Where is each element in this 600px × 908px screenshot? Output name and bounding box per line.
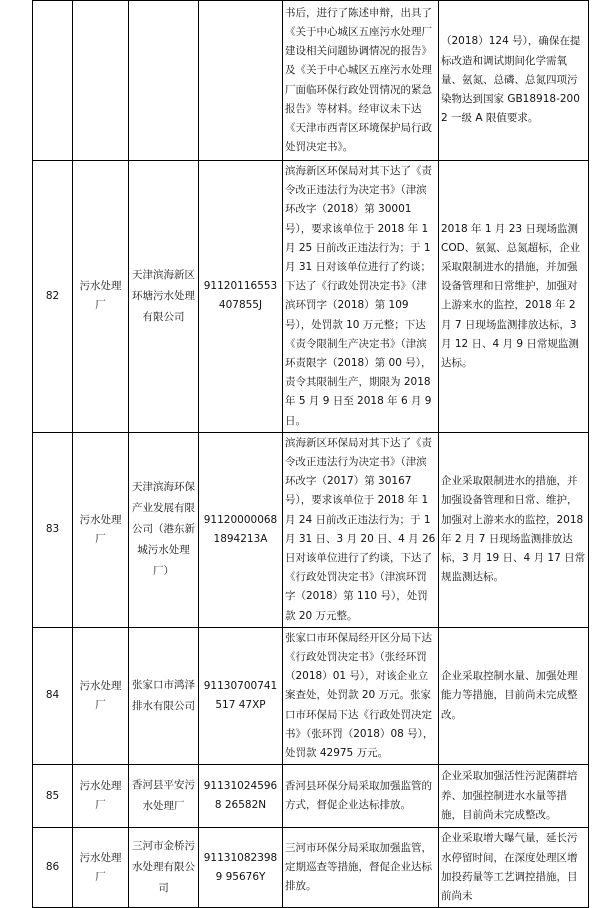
row-credit-code: 91120116553407855J bbox=[199, 161, 283, 433]
row-type: 污水处理厂 bbox=[73, 765, 129, 828]
row-action: 三河市环保分局采取加强监管，定期巡查等措施，督促企业达标排放。 bbox=[283, 828, 439, 908]
table-row bbox=[33, 627, 589, 764]
row-result: 企业采取加强活性污泥菌群培养、加强控制进水水量等措施，目前尚未完成整改。 bbox=[439, 765, 589, 828]
data-table bbox=[32, 0, 589, 908]
row-type: 污水处理厂 bbox=[73, 828, 129, 908]
row-number: 84 bbox=[33, 627, 73, 764]
table-row bbox=[33, 161, 589, 433]
row-number: 85 bbox=[33, 765, 73, 828]
row-credit-code: 91130700741517 47XP bbox=[199, 627, 283, 764]
table-row bbox=[33, 765, 589, 828]
row-number bbox=[33, 1, 73, 161]
row-action: 滨海新区环保局对其下达了《责令改正违法行为决定书》（津滨环改字（2018）第 30001 号），要求该单位于 2018 年 1 月 25 日前改正违法行为；于 1 月 31 日对该单位进行了约谈；下达了《行政处罚决定书》（津滨环罚字（2018）第 109 号），处罚款 10 万元整；下达《责令限制生产决定书》（津滨环责限字（2018）第 00 号），责令其限制生产，期限为 2018 年 5 月 9 日至 2018 年 6 月 9 日。 bbox=[283, 161, 439, 433]
row-action: 书后，进行了陈述申辩，出具了《关于中心城区五座污水处理厂建设相关问题协调情况的报告》及《关于中心城区五座污水处理厂面临环保行政处罚情况的紧急报告》等材料。经审议未下达《天津市西青区环境保护局行政处罚决定书》。 bbox=[283, 1, 439, 161]
row-number: 86 bbox=[33, 828, 73, 908]
row-credit-code bbox=[199, 1, 283, 161]
row-number: 82 bbox=[33, 161, 73, 433]
row-result: 企业采取限制进水的措施，并加强设备管理和日常、维护，加强对上游来水的监控，2018 年 2 月 7 日现场监测排放达标，3 月 19 日、4 月 17 日常规监测达标。 bbox=[439, 432, 589, 627]
row-action: 滨海新区环保局对其下达了《责令改正违法行为决定书》（津滨环改字（2017）第 30167 号），要求该单位于 2018 年 1 月 24 日前改正违法行为；于 1 月 31 日、3 月 20 日、4 月 26 日对该单位进行了约谈，下达了《行政处罚决定书》（津滨环罚字（2018）第 110 号），处罚款 20 万元整。 bbox=[283, 432, 439, 627]
row-action: 香河县环保分局采取加强监管的方式，督促企业达标排放。 bbox=[283, 765, 439, 828]
row-credit-code: 911310823989 95676Y bbox=[199, 828, 283, 908]
table-row bbox=[33, 432, 589, 627]
row-result: 2018 年 1 月 23 日现场监测 COD、氨氮、总氮超标，企业采取限制进水的措施，并加强设备管理和日常维护，加强对上游来水的监控，2018 年 2 月 7 日现场监测排放达标，3 月 12 日、4 月 9 日常规监测达标。 bbox=[439, 161, 589, 433]
row-result: 企业采取控制水量、加强处理能力等措施，目前尚未完成整改。 bbox=[439, 627, 589, 764]
table-row bbox=[33, 1, 589, 161]
row-company: 三河市金桥污水处理有限公司 bbox=[129, 828, 199, 908]
row-credit-code: 911310245968 26582N bbox=[199, 765, 283, 828]
row-action: 张家口市环保局经开区分局下达《行政处罚决定书》（张经环罚（2018）01 号），对该企业立案查处，处罚款 20 万元。张家口市环保局下达《行政处罚决定书》（张环罚（2018）08 号），处罚款 42975 万元。 bbox=[283, 627, 439, 764]
row-company: 香河县平安污水处理厂 bbox=[129, 765, 199, 828]
row-company: 天津滨海新区环塘污水处理有限公司 bbox=[129, 161, 199, 433]
row-credit-code: 911200000681894213A bbox=[199, 432, 283, 627]
row-type bbox=[73, 1, 129, 161]
row-company bbox=[129, 1, 199, 161]
table-row bbox=[33, 828, 589, 908]
row-result: （2018）124 号），确保在提标改造和调试期间化学需氧量、氨氮、总磷、总氮四项污染物达到国家 GB18918-2002 一级 A 限值要求。 bbox=[439, 1, 589, 161]
row-number: 83 bbox=[33, 432, 73, 627]
row-type: 污水处理厂 bbox=[73, 161, 129, 433]
row-type: 污水处理厂 bbox=[73, 432, 129, 627]
row-company: 天津滨海环保产业发展有限公司（港东新城污水处理厂） bbox=[129, 432, 199, 627]
row-company: 张家口市鸿泽排水有限公司 bbox=[129, 627, 199, 764]
row-result: 企业采取增大曝气量，延长污水停留时间，在深度处理区增加投药量等工艺调控措施，目前尚未 bbox=[439, 828, 589, 908]
row-type: 污水处理厂 bbox=[73, 627, 129, 764]
